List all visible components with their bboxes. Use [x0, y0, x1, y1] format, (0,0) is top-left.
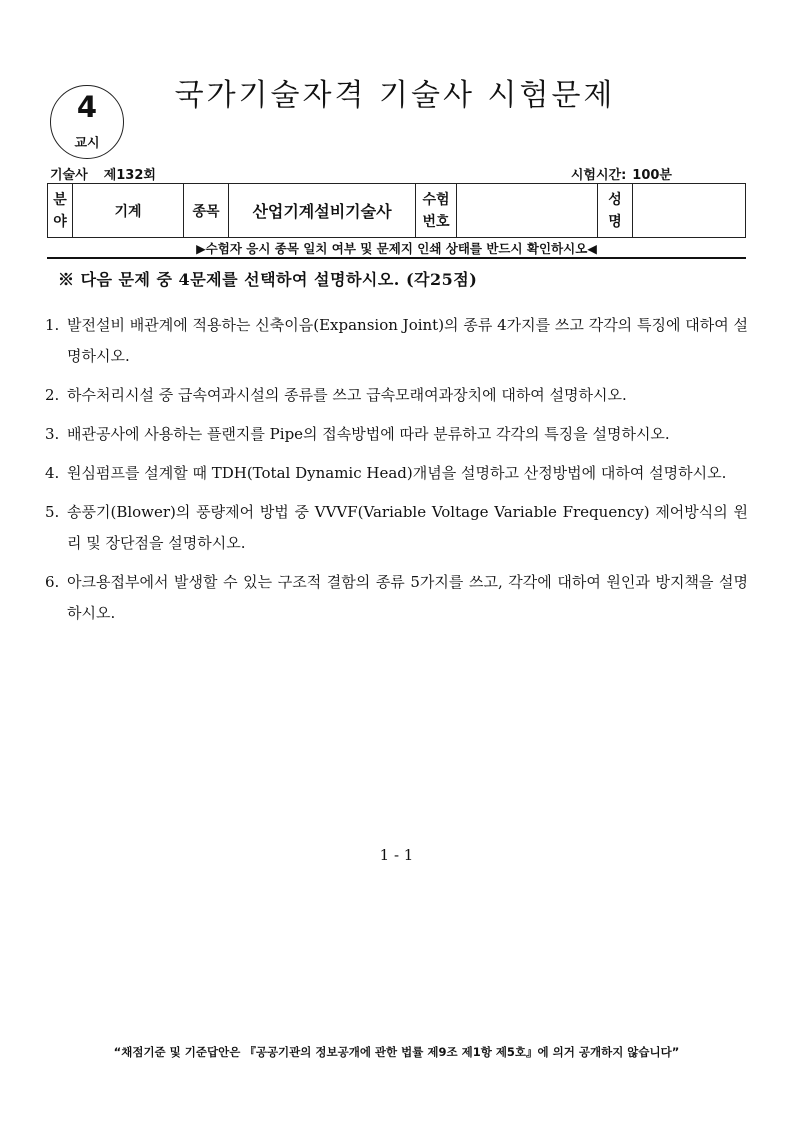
question-item — [45, 567, 748, 629]
question-text: 아크용접부에서 발생할 수 있는 구조적 결함의 종류 5가지를 쓰고, 각각에 대하여 원인과 방지책을 설명하시오. — [67, 573, 748, 622]
divider — [47, 257, 746, 259]
question-list — [45, 310, 748, 637]
item-label-cell — [184, 184, 229, 238]
field-value: 기계 — [114, 203, 142, 220]
question-number: 4. — [45, 464, 60, 482]
exam-number-field[interactable] — [457, 184, 598, 238]
question-text: 배관공사에 사용하는 플랜지를 Pipe의 접속방법에 따라 분류하고 각각의 특징을 설명하시오. — [67, 425, 670, 443]
question-number: 6. — [45, 573, 60, 591]
name-label: 성명 — [608, 191, 622, 230]
question-number: 2. — [45, 386, 60, 404]
question-item — [45, 310, 748, 372]
session-label: 교시 — [74, 136, 100, 151]
item-value: 산업기계설비기술사 — [252, 202, 392, 221]
exam-number-label-cell — [416, 184, 457, 238]
page-number: 1 - 1 — [379, 846, 414, 864]
field-label: 분야 — [53, 191, 67, 230]
question-item — [45, 419, 748, 450]
exam-round: 제132회 — [103, 168, 156, 183]
exam-info-table — [47, 183, 746, 238]
question-item — [45, 497, 748, 559]
question-number: 5. — [45, 503, 60, 521]
question-item — [45, 458, 748, 489]
instruction: ※ 다음 문제 중 4문제를 선택하여 설명하시오. (각25점) — [58, 270, 478, 289]
notice-banner: ▶수험자 응시 종목 일치 여부 및 문제지 인쇄 상태를 반드시 확인하시오◀ — [196, 241, 597, 256]
question-number: 1. — [45, 316, 60, 334]
exam-category: 기술사 — [50, 168, 88, 183]
exam-time — [571, 164, 672, 183]
exam-category-line — [50, 164, 156, 183]
name-field[interactable] — [633, 184, 746, 238]
question-text: 발전설비 배관계에 적용하는 신축이음(Expansion Joint)의 종류 4가지를 쓰고 각각의 특징에 대하여 설명하시오. — [67, 316, 748, 365]
item-value-cell — [229, 184, 416, 238]
field-value-cell — [73, 184, 184, 238]
question-number: 3. — [45, 425, 60, 443]
page-title: 국가기술자격 기술사 시험문제 — [174, 78, 616, 113]
name-label-cell — [598, 184, 633, 238]
question-text: 송풍기(Blower)의 풍량제어 방법 중 VVVF(Variable Voltage Variable Frequency) 제어방식의 원리 및 장단점을 설명하시오. — [67, 503, 748, 552]
exam-time-value: 100분 — [632, 168, 672, 183]
question-item — [45, 380, 748, 411]
session-badge — [50, 85, 124, 159]
field-label-cell — [48, 184, 73, 238]
exam-number-label: 수험번호 — [422, 191, 450, 230]
question-text: 하수처리시설 중 급속여과시설의 종류를 쓰고 급속모래여과장치에 대하여 설명하시오. — [67, 386, 627, 404]
session-number: 4 — [76, 90, 98, 124]
exam-time-label: 시험시간: — [570, 168, 627, 183]
footer-disclaimer: “채점기준 및 기준답안은 『공공기관의 정보공개에 관한 법률 제9조 제1항 제5호』에 의거 공개하지 않습니다” — [113, 1045, 680, 1059]
question-text: 원심펌프를 설계할 때 TDH(Total Dynamic Head)개념을 설명하고 산정방법에 대하여 설명하시오. — [67, 464, 727, 482]
item-label: 종목 — [192, 203, 220, 220]
